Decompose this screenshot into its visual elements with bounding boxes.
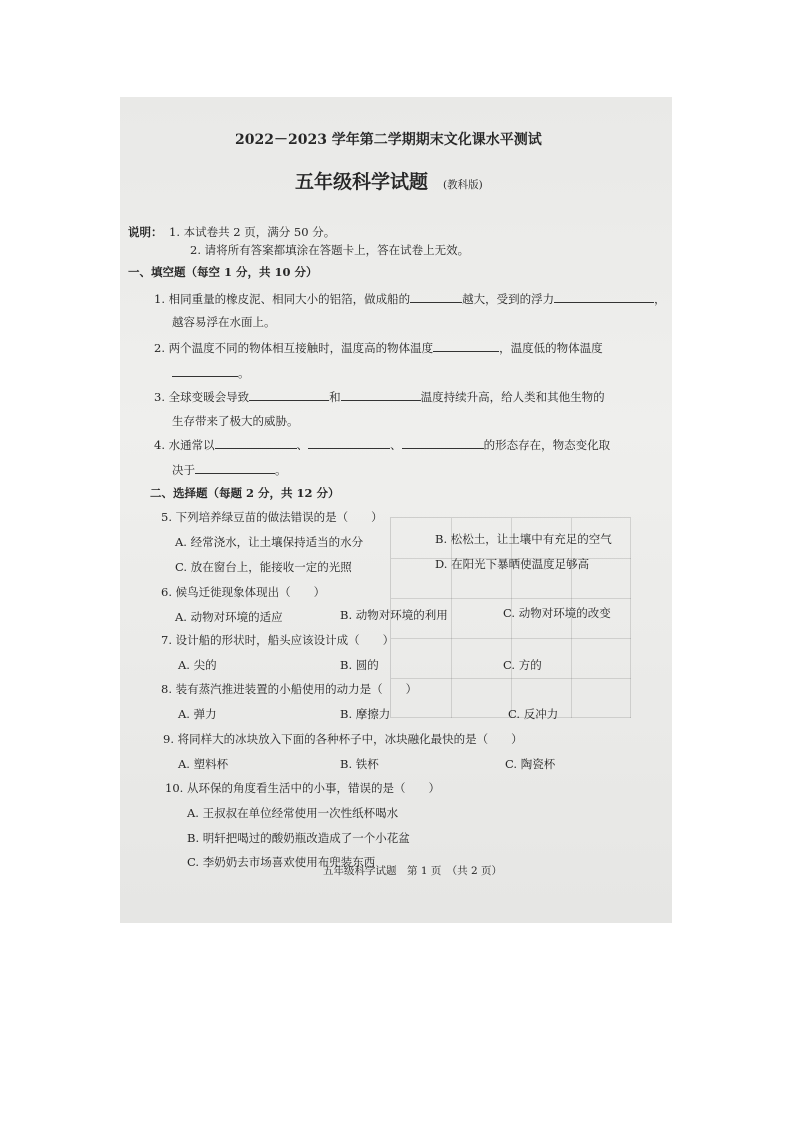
question-7-option-b: B. 圆的 — [340, 658, 379, 672]
question-2-line-1: 2. 两个温度不同的物体相互接触时，温度高的物体温度 ，温度低的物体温度 — [154, 341, 603, 355]
page-footer: 五年级科学试题 第 1 页 （共 2 页） — [323, 865, 502, 877]
question-9-option-a: A. 塑料杯 — [178, 757, 229, 771]
question-5-option-c: C. 放在窗台上，能接收一定的光照 — [175, 560, 352, 574]
exam-edition: (教科版) — [443, 179, 483, 191]
question-7-option-a: A. 尖的 — [178, 658, 217, 672]
notes-line-2: 2. 请将所有答案都填涂在答题卡上，答在试卷上无效。 — [190, 243, 470, 257]
question-9-stem: 9. 将同样大的冰块放入下面的各种杯子中，冰块融化最快的是（ ） — [163, 732, 523, 746]
notes-label: 说明： — [128, 225, 163, 239]
question-10-option-b: B. 明轩把喝过的酸奶瓶改造成了一个小花盆 — [187, 831, 410, 845]
question-6-option-a: A. 动物对环境的适应 — [175, 610, 283, 624]
notes-line-1: 1. 本试卷共 2 页，满分 50 分。 — [169, 225, 336, 239]
question-5-option-d: D. 在阳光下暴晒使温度足够高 — [435, 557, 590, 571]
question-9-option-c: C. 陶瓷杯 — [505, 757, 556, 771]
question-8-option-a: A. 弹力 — [178, 707, 217, 721]
exam-subtitle: 五年级科学试题 — [295, 171, 429, 193]
section-1-heading: 一、填空题（每空 1 分，共 10 分） — [128, 265, 318, 279]
exam-title: 2022－2023 学年第二学期期末文化课水平测试 — [235, 132, 542, 148]
question-6-option-b: B. 动物对环境的利用 — [340, 608, 448, 622]
question-6-option-c: C. 动物对环境的改变 — [503, 606, 611, 620]
section-2-heading: 二、选择题（每题 2 分，共 12 分） — [150, 486, 340, 500]
question-6-stem: 6. 候鸟迁徙现象体现出（ ） — [161, 585, 326, 599]
question-10-option-a: A. 王叔叔在单位经常使用一次性纸杯喝水 — [187, 806, 399, 820]
question-8-stem: 8. 装有蒸汽推进装置的小船使用的动力是（ ） — [161, 682, 418, 696]
question-1-line-2: 越容易浮在水面上。 — [172, 315, 276, 329]
question-5-stem: 5. 下列培养绿豆苗的做法错误的是（ ） — [161, 510, 383, 524]
question-4-line-2: 决于 。 — [172, 463, 287, 477]
question-3-line-2: 生存带来了极大的威胁。 — [172, 414, 299, 428]
question-4-line-1: 4. 水通常以 、 、 的形态存在，物态变化取 — [154, 438, 611, 452]
question-3-line-1: 3. 全球变暖会导致 和 温度持续升高，给人类和其他生物的 — [154, 390, 605, 404]
question-8-option-c: C. 反冲力 — [508, 707, 559, 721]
question-1-line-1: 1. 相同重量的橡皮泥、相同大小的铝箔，做成船的 越大，受到的浮力 ， — [154, 292, 666, 306]
question-10-option-c: C. 李奶奶去市场喜欢使用布兜装东西 — [187, 855, 376, 869]
question-5-option-a: A. 经常浇水，让土壤保持适当的水分 — [175, 535, 364, 549]
exam-paper-photo — [120, 97, 672, 923]
question-5-option-b: B. 松松土，让土壤中有充足的空气 — [435, 532, 612, 546]
question-7-option-c: C. 方的 — [503, 658, 542, 672]
question-7-stem: 7. 设计船的形状时，船头应该设计成（ ） — [161, 633, 395, 647]
question-9-option-b: B. 铁杯 — [340, 757, 379, 771]
question-10-stem: 10. 从环保的角度看生活中的小事，错误的是（ ） — [165, 781, 440, 795]
question-8-option-b: B. 摩擦力 — [340, 707, 391, 721]
question-2-line-2: 。 — [172, 364, 250, 381]
